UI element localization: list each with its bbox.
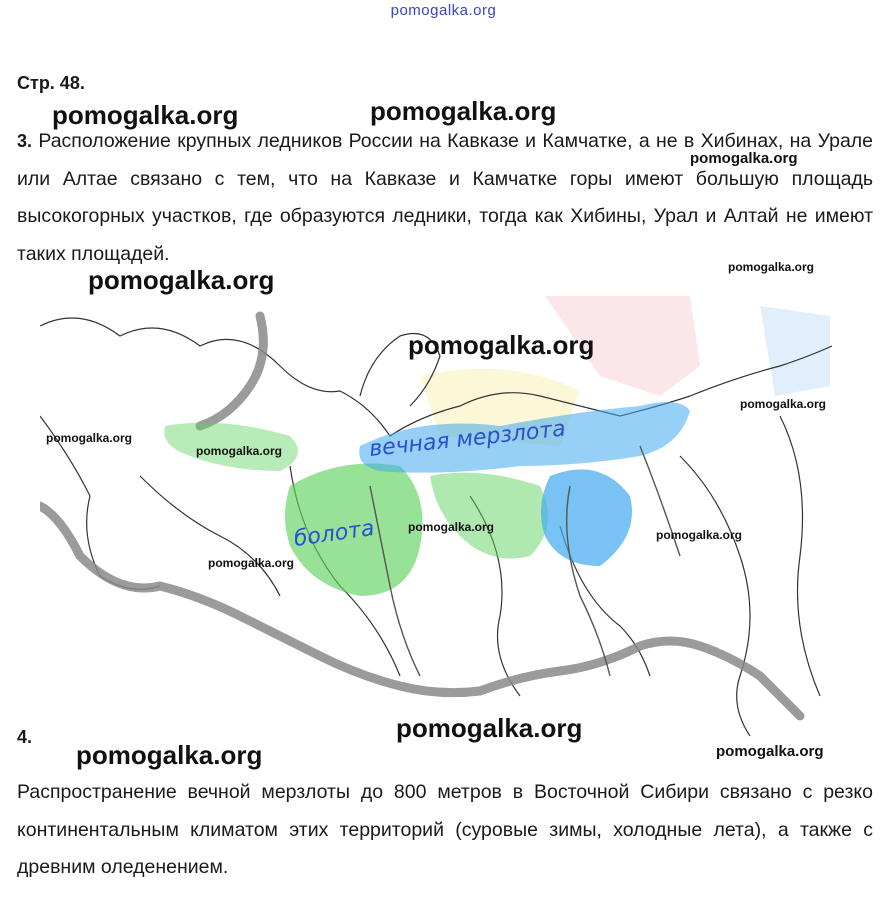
watermark: pomogalka.org — [370, 96, 557, 126]
page-number: Стр. 48. — [17, 73, 85, 93]
task4-number: 4. — [17, 727, 33, 747]
watermark: pomogalka.org — [46, 431, 133, 445]
watermark: pomogalka.org — [656, 528, 743, 542]
task3-text: Расположение крупных ледников России на Кавказе и Камчатке, а не в Хибинах, на Урале или Алтае связано с тем, что на Кавказе и Камчатке горы имеют большую площадь высокогорных участков, где образуются ледники, тогда как Хибины, Урал и Алтай не имеют таких площадей. — [17, 130, 874, 265]
map-label-permafrost: вечная мерзлота — [368, 416, 567, 462]
watermark: pomogalka.org — [716, 743, 824, 760]
watermark: pomogalka.org — [408, 520, 495, 534]
watermark: pomogalka.org — [408, 330, 595, 360]
western-border — [200, 316, 263, 426]
watermark: pomogalka.org — [52, 100, 239, 130]
task3-number: 3. — [17, 131, 33, 151]
permafrost-area-east — [541, 469, 632, 566]
watermark: pomogalka.org — [208, 556, 295, 570]
swamp-area-east — [430, 473, 548, 559]
watermark: pomogalka.org — [88, 265, 275, 295]
site-header: pomogalka.org — [390, 2, 497, 19]
map-label-swamps: болота — [292, 515, 376, 552]
task4-paragraph — [17, 774, 873, 887]
watermark: pomogalka.org — [690, 150, 798, 167]
watermark: pomogalka.org — [396, 713, 583, 743]
watermark: pomogalka.org — [728, 260, 815, 274]
watermark: pomogalka.org — [740, 397, 827, 411]
watermark: pomogalka.org — [76, 740, 263, 770]
task3-paragraph — [17, 123, 873, 273]
watermark: pomogalka.org — [196, 444, 283, 458]
task4-text: Распространение вечной мерзлоты до 800 метров в Восточной Сибири связано с резко континентальным климатом этих территорий (суровые зимы, холодные лета), а также с древним оледенением. — [17, 781, 873, 878]
